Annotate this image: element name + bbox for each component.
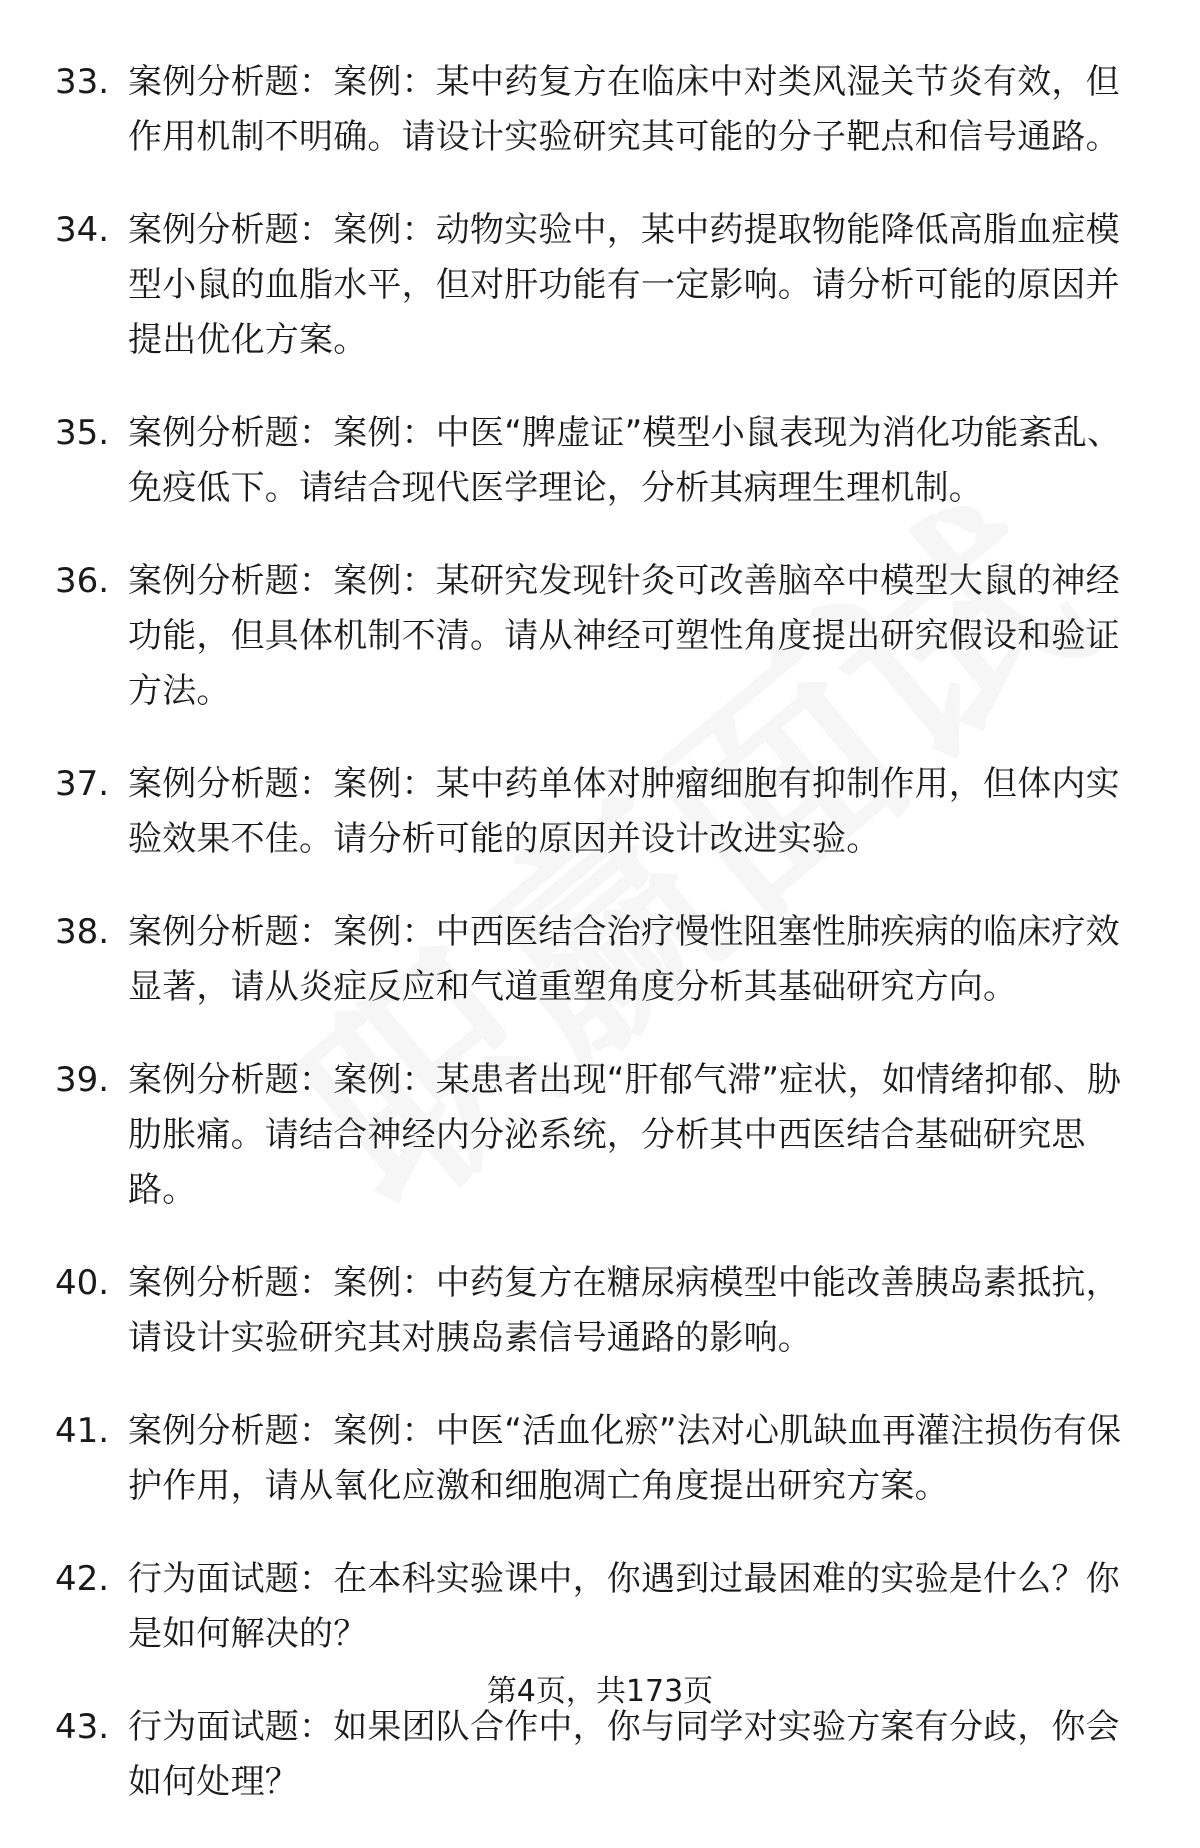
question-number: 41. [55, 1411, 110, 1451]
question-number: 35. [55, 413, 110, 453]
question-text: 案例分析题：案例：中医“脾虚证”模型小鼠表现为消化功能紊乱、免疫低下。请结合现代医学理论，分析其病理生理机制。 [128, 413, 1122, 508]
question-text: 行为面试题：在本科实验课中，你遇到过最困难的实验是什么？你是如何解决的？ [128, 1559, 1120, 1654]
question-number: 36. [55, 561, 110, 601]
page-number-label: 第4页，共173页 [486, 1674, 714, 1709]
question-number: 40. [55, 1263, 110, 1303]
question-text: 案例分析题：案例：某研究发现针灸可改善脑卒中模型大鼠的神经功能，但具体机制不清。请从神经可塑性角度提出研究假设和验证方法。 [128, 561, 1120, 711]
question-item-40 [55, 1256, 1145, 1366]
question-number: 34. [55, 210, 110, 250]
question-item-37 [55, 757, 1145, 867]
question-text: 案例分析题：案例：中药复方在糖尿病模型中能改善胰岛素抵抗，请设计实验研究其对胰岛素信号通路的影响。 [128, 1263, 1120, 1358]
question-number: 33. [55, 62, 110, 102]
question-number: 43. [55, 1707, 110, 1747]
page-footer [0, 1672, 1200, 1712]
question-text: 案例分析题：案例：某中药单体对肿瘤细胞有抑制作用，但体内实验效果不佳。请分析可能的原因并设计改进实验。 [128, 764, 1120, 859]
question-item-42 [55, 1552, 1145, 1662]
question-text: 案例分析题：案例：中医“活血化瘀”法对心肌缺血再灌注损伤有保护作用，请从氧化应激和细胞凋亡角度提出研究方案。 [128, 1411, 1122, 1506]
question-item-39 [55, 1053, 1145, 1218]
question-item-33 [55, 55, 1145, 165]
question-item-43 [55, 1700, 1145, 1810]
question-number: 37. [55, 764, 110, 804]
question-text: 行为面试题：如果团队合作中，你与同学对实验方案有分歧，你会如何处理？ [128, 1707, 1120, 1802]
question-number: 42. [55, 1559, 110, 1599]
question-number: 39. [55, 1060, 110, 1100]
question-text: 案例分析题：案例：某患者出现“肝郁气滞”症状，如情绪抑郁、胁肋胀痛。请结合神经内分泌系统，分析其中西医结合基础研究思路。 [128, 1060, 1122, 1210]
question-number: 38. [55, 912, 110, 952]
question-item-41 [55, 1404, 1145, 1514]
question-item-38 [55, 905, 1145, 1015]
question-text: 案例分析题：案例：动物实验中，某中药提取物能降低高脂血症模型小鼠的血脂水平，但对肝功能有一定影响。请分析可能的原因并提出优化方案。 [128, 210, 1120, 360]
question-list [0, 55, 1200, 1848]
question-item-36 [55, 554, 1145, 719]
question-text: 案例分析题：案例：某中药复方在临床中对类风湿关节炎有效，但作用机制不明确。请设计实验研究其可能的分子靶点和信号通路。 [128, 62, 1120, 157]
question-item-35 [55, 406, 1145, 516]
question-text: 案例分析题：案例：中西医结合治疗慢性阻塞性肺疾病的临床疗效显著，请从炎症反应和气道重塑角度分析其基础研究方向。 [128, 912, 1120, 1007]
question-item-34 [55, 203, 1145, 368]
